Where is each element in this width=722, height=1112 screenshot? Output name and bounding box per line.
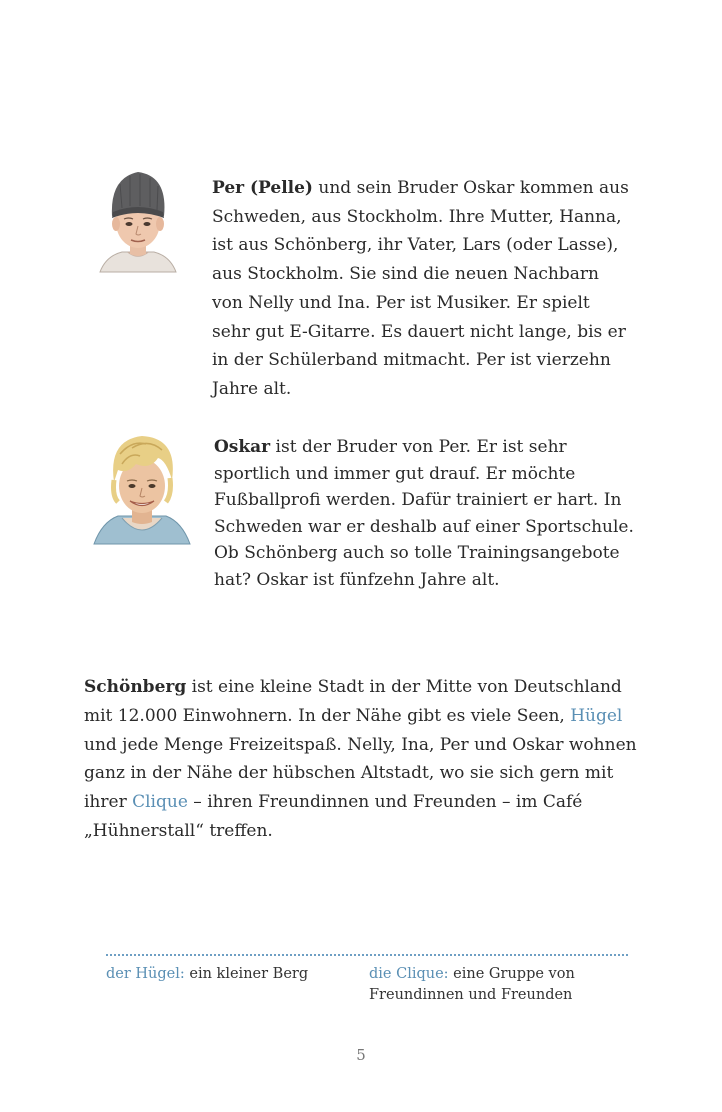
bio-per [212, 174, 632, 404]
glossary-definition: eine Gruppe von Freundinnen und Freunden [369, 966, 575, 1003]
town-text-3: – ihren Freundinnen und Freunden – im Café „Hühnerstall“ treffen. [84, 792, 583, 841]
bio-per-text: und sein Bruder Oskar kommen aus Schweden, aus Stockholm. Ihre Mutter, Hanna, ist aus Schönberg, ihr Vater, Lars (oder Lasse), aus Stockholm. Sie sind die neuen Nachbarn von Nelly und Ina. Per ist Musiker. Er spielt sehr gut E-Gitarre. Es dauert nicht lange, bis er in der Schülerband mitmacht. Per ist vierzehn Jahre alt. [212, 178, 629, 399]
glossary-entry-clique [369, 964, 629, 1006]
bio-per-name: Per (Pelle) [212, 178, 313, 198]
glossary-term: der Hügel: [106, 966, 185, 982]
bio-oskar [214, 434, 634, 594]
glossary-link-clique[interactable]: Clique [132, 792, 188, 813]
glossary-term: die Clique: [369, 966, 449, 982]
town-paragraph [84, 673, 644, 846]
glossary-divider [106, 954, 628, 956]
glossary-link-huegel[interactable]: Hügel [570, 705, 623, 726]
town-text-1: ist eine kleine Stadt in der Mitte von Deutschland mit 12.000 Einwohnern. In der Nähe gibt es viele Seen, [84, 677, 622, 726]
glossary-definition: ein kleiner Berg [184, 966, 309, 982]
oskar-portrait [92, 430, 192, 546]
per-portrait [92, 164, 184, 276]
bio-oskar-text: ist der Bruder von Per. Er ist sehr sportlich und immer gut drauf. Er möchte Fußballprofi werden. Dafür trainiert er hart. In Schweden war er deshalb auf einer Sportschule. Ob Schönberg auch so tolle Trainingsangebote hat? Oskar ist fünfzehn Jahre alt. [214, 437, 634, 590]
town-text-2: und jede Menge Freizeitspaß. Nelly, Ina, Per und Oskar wohnen ganz in der Nähe der hübschen Altstadt, wo sie sich gern mit ihrer [84, 734, 637, 813]
town-name: Schönberg [84, 677, 187, 697]
bio-oskar-name: Oskar [214, 437, 271, 457]
page-number: 5 [356, 1046, 366, 1064]
glossary-entry-huegel [106, 964, 356, 985]
